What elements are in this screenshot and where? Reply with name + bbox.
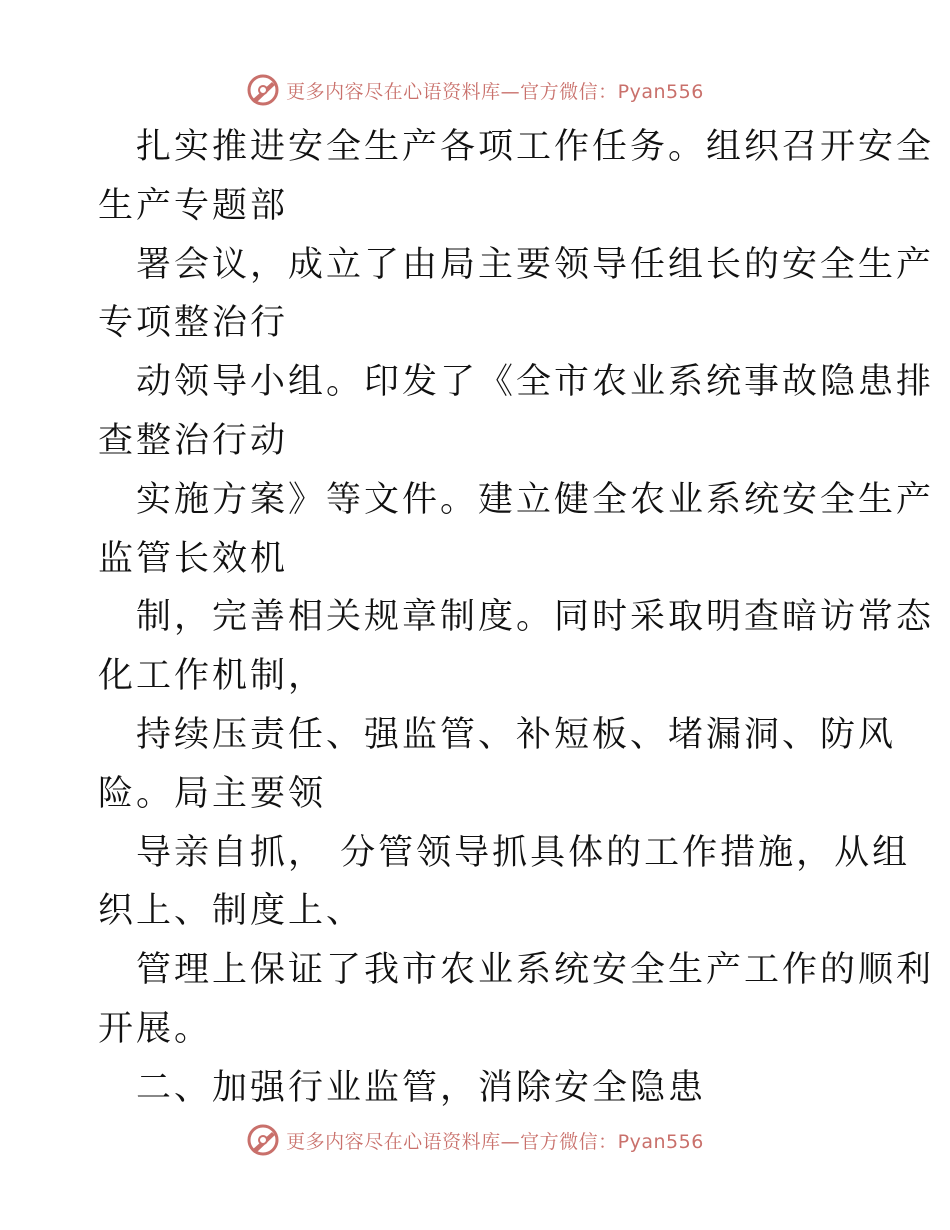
footer-watermark	[0, 1120, 950, 1160]
header-watermark	[0, 70, 950, 110]
text-line: 持续压责任、强监管、补短板、堵漏洞、防风	[136, 714, 897, 755]
brand-logo-icon	[246, 73, 280, 107]
text-line: 查整治行动	[98, 420, 289, 461]
text-line: 专项整治行	[98, 303, 289, 344]
text-line: 实施方案》等文件。建立健全农业系统安全生产	[136, 479, 935, 520]
text-line: 监管长效机	[98, 538, 289, 579]
text-line: 署会议，成立了由局主要领导任组长的安全生产	[136, 244, 935, 285]
text-line: 导亲自抓， 分管领导抓具体的工作措施，从组	[136, 832, 911, 873]
text-line: 生产专题部	[98, 185, 289, 226]
text-line: 险。局主要领	[98, 773, 327, 814]
text-line: 化工作机制，	[98, 656, 327, 697]
text-line: 管理上保证了我市农业系统安全生产工作的顺利	[136, 950, 935, 991]
text-line: 制，完善相关规章制度。同时采取明查暗访常态	[136, 597, 935, 638]
text-line: 开展。	[98, 1008, 213, 1049]
document-body	[98, 118, 935, 1118]
text-line: 二、加强行业监管，消除安全隐患	[136, 1067, 707, 1108]
text-line: 织上、制度上、	[98, 891, 365, 932]
text-line: 扎实推进安全生产各项工作任务。组织召开安全	[136, 127, 935, 167]
watermark-text: 更多内容尽在心语资料库—官方微信：Pyan556	[286, 80, 704, 103]
watermark-text: 更多内容尽在心语资料库—官方微信：Pyan556	[286, 1130, 704, 1153]
text-line: 动领导小组。印发了《全市农业系统事故隐患排	[136, 362, 935, 403]
brand-logo-icon	[246, 1123, 280, 1157]
